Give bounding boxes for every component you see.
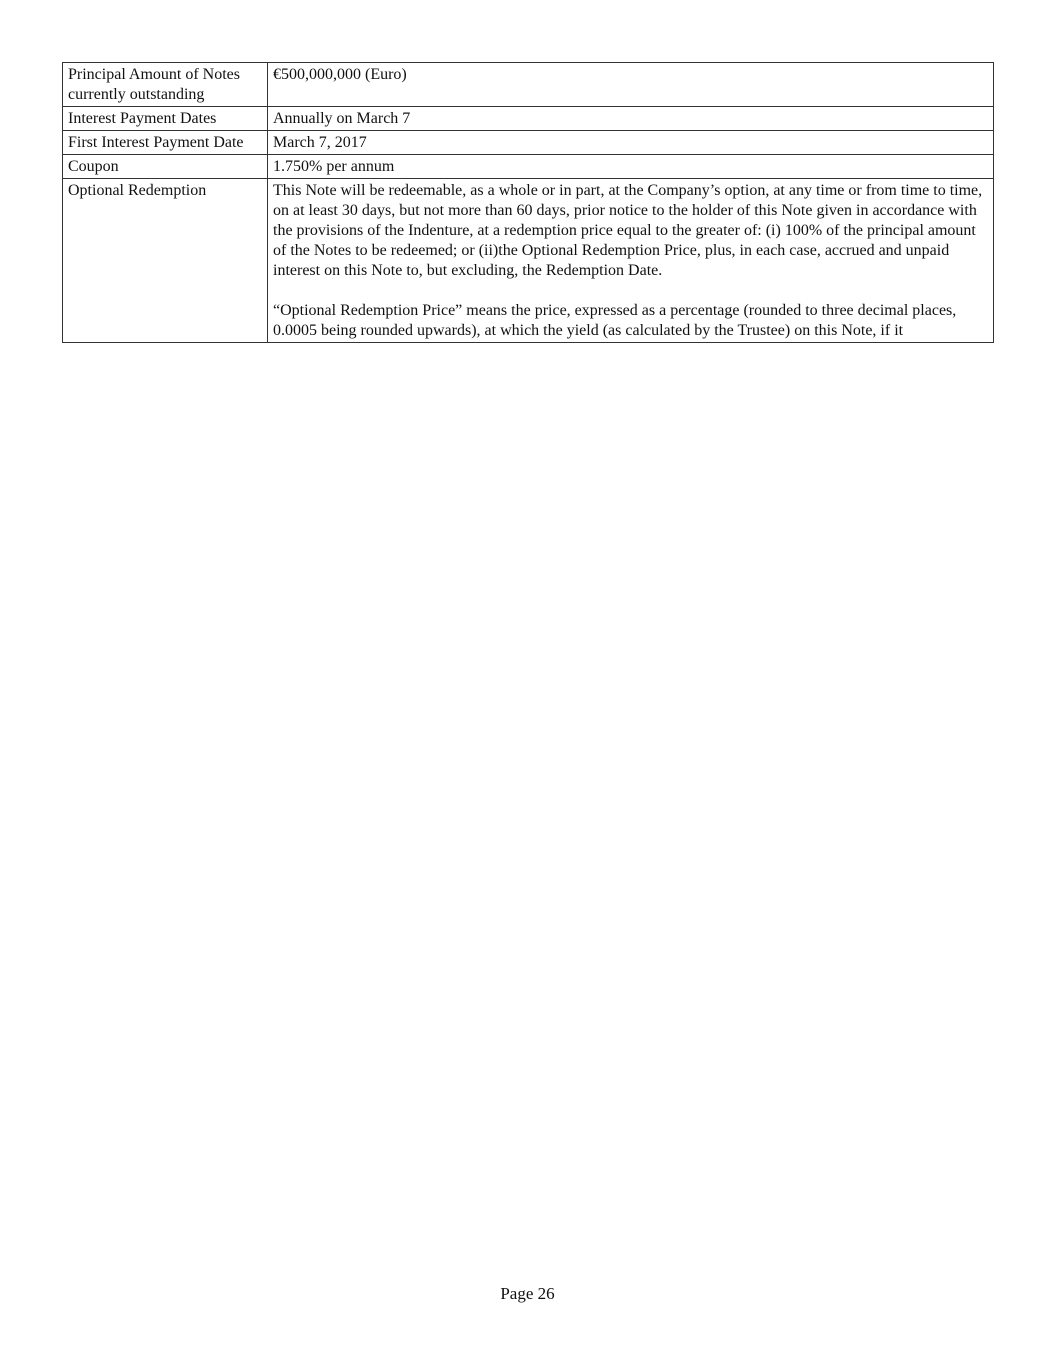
table-row-coupon: [63, 155, 994, 179]
row-label: Principal Amount of Notes currently outstanding: [63, 63, 268, 107]
table-row-principal-amount: [63, 63, 994, 107]
table-row-interest-payment-dates: [63, 107, 994, 131]
note-terms-table: [62, 62, 994, 343]
table-row-optional-redemption: [63, 179, 994, 343]
page-number: Page 26: [500, 1284, 555, 1303]
row-value: [268, 179, 994, 343]
row-label: Coupon: [63, 155, 268, 179]
row-label: First Interest Payment Date: [63, 131, 268, 155]
table-row-first-interest-payment-date: [63, 131, 994, 155]
row-value: Annually on March 7: [268, 107, 994, 131]
row-value: 1.750% per annum: [268, 155, 994, 179]
row-value: March 7, 2017: [268, 131, 994, 155]
redemption-price-definition-paragraph: “Optional Redemption Price” means the price, expressed as a percentage (rounded to three decimal places, 0.0005 being rounded upwards), at which the yield (as calculated by the Trustee) on this Note, if it: [273, 302, 957, 339]
row-label: Optional Redemption: [63, 179, 268, 343]
row-label: Interest Payment Dates: [63, 107, 268, 131]
row-value: €500,000,000 (Euro): [268, 63, 994, 107]
redemption-paragraph: This Note will be redeemable, as a whole or in part, at the Company’s option, at any time or from time to time, on at least 30 days, but not more than 60 days, prior notice to the holder of this Note given in accordance with the provisions of the Indenture, at a redemption price equal to the greater of: (i) 100% of the principal amount of the Notes to be redeemed; or (ii)the Optional Redemption Price, plus, in each case, accrued and unpaid interest on this Note to, but excluding, the Redemption Date.: [273, 182, 983, 279]
